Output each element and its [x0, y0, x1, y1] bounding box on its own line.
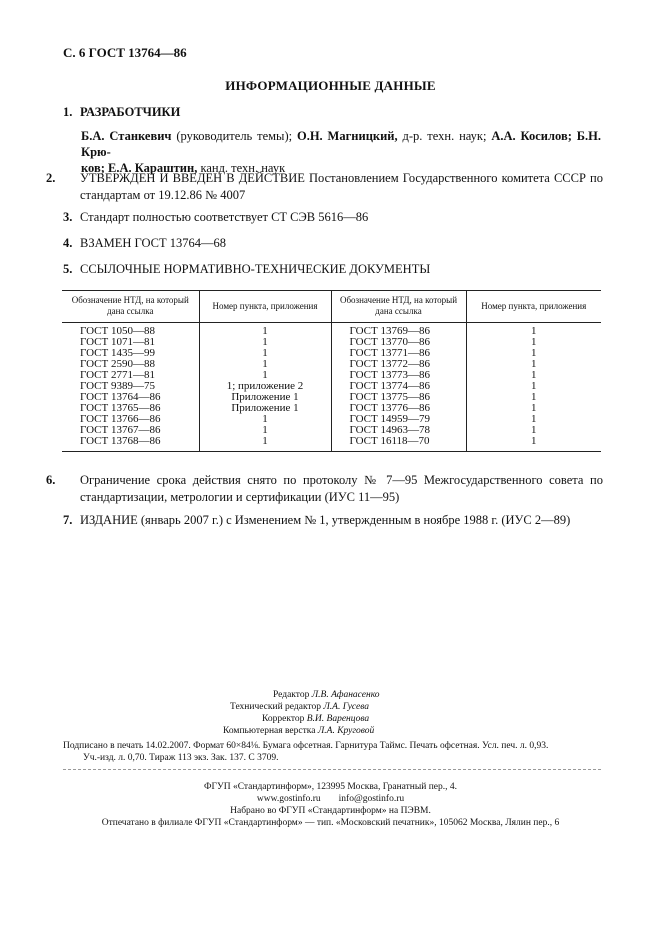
divider [63, 769, 601, 770]
page-title: ИНФОРМАЦИОННЫЕ ДАННЫЕ [225, 78, 436, 93]
section-number: 1. [63, 105, 73, 119]
clause-number: 1 [531, 402, 537, 414]
section-1-heading [63, 104, 603, 121]
clause-number: 1 [199, 348, 331, 359]
document-code: ГОСТ 13775—86 [331, 392, 466, 403]
clause-number: 1 [199, 414, 331, 425]
developer-name: Б.А. Станкевич [81, 129, 172, 143]
developers-text [81, 128, 601, 176]
section-7 [63, 512, 603, 529]
section-text: УТВЕРЖДЕН И ВВЕДЕН В ДЕЙСТВИЕ Постановлением Государственного комитета СССР по стандартам от 19.12.86 № 4007 [80, 171, 603, 202]
section-text: Стандарт полностью соответствует СТ СЭВ 5616—86 [80, 210, 369, 224]
clause-number: 1 [531, 358, 537, 370]
document-code: ГОСТ 13770—86 [331, 337, 466, 348]
table-row [62, 323, 601, 338]
table-header-row [62, 291, 601, 323]
clause-number: 1 [531, 336, 537, 348]
document-code: ГОСТ 1435—99 [62, 348, 199, 359]
credit-line [230, 701, 661, 713]
developer-name: ков; Е.А. Караштин, [81, 161, 198, 175]
page-header: С. 6 ГОСТ 13764—86 [63, 45, 187, 60]
document-code: ГОСТ 13771—86 [331, 348, 466, 359]
section-text: ССЫЛОЧНЫЕ НОРМАТИВНО-ТЕХНИЧЕСКИЕ ДОКУМЕНТЫ [80, 262, 431, 276]
column-header: Номер пункта, приложения [199, 291, 331, 323]
document-code: ГОСТ 14959—79 [331, 414, 466, 425]
clause-number: Приложение 1 [199, 403, 331, 414]
document-code: ГОСТ 1071—81 [62, 337, 199, 348]
column-header: Номер пункта, приложения [466, 291, 601, 323]
footer-line [0, 793, 661, 805]
section-text: ВЗАМЕН ГОСТ 13764—68 [80, 236, 226, 250]
clause-number: 1 [531, 369, 537, 381]
clause-number: Приложение 1 [199, 392, 331, 403]
section-text: Ограничение срока действия снято по протоколу № 7—95 Межгосударственного совета по стандартизации, метрологии и сертификации (ИУС 11—95) [80, 473, 603, 504]
credit-role: Компьютерная верстка [223, 726, 318, 736]
publishing-line: Уч.-изд. л. 0,70. Тираж 113 экз. Зак. 137. С 3709. [83, 753, 279, 763]
section-text: ИЗДАНИЕ (январь 2007 г.) с Изменением № 1, утвержденным в ноябре 1988 г. (ИУС 2—89) [80, 513, 571, 527]
document-code: ГОСТ 13773—86 [331, 370, 466, 381]
clause-number: 1 [199, 359, 331, 370]
clause-number: 1 [199, 370, 331, 381]
credit-role: Технический редактор [230, 702, 324, 712]
credit-name: Л.А. Круговой [317, 726, 375, 736]
credit-role: Редактор [273, 690, 312, 700]
column-header: Обозначение НТД, на который дана ссылка [62, 291, 199, 323]
section-number: 6. [46, 473, 56, 487]
publisher-footer [0, 781, 661, 829]
developer-name: О.Н. Магницкий, [296, 129, 398, 143]
section-2 [46, 170, 603, 204]
developer-role: (руководитель темы); [171, 129, 297, 143]
section-6 [46, 472, 603, 506]
document-code: ГОСТ 13764—86 [62, 392, 199, 403]
section-number: 5. [63, 262, 73, 276]
publishing-info [63, 740, 601, 764]
clause-number: 1 [199, 425, 331, 436]
section-number: 2. [46, 171, 56, 185]
clause-number: 1 [531, 413, 537, 425]
footer-line: Набрано во ФГУП «Стандартинформ» на ПЭВМ. [230, 806, 431, 816]
credit-line [273, 689, 661, 701]
clause-number: 1 [531, 380, 537, 392]
clause-number: 1 [466, 436, 601, 452]
clause-number: 1; приложение 2 [199, 381, 331, 392]
credit-name: Л.А. Гусева [323, 702, 370, 712]
credit-role: Корректор [262, 714, 307, 724]
document-code: ГОСТ 2590—88 [62, 359, 199, 370]
developer-role: канд. техн. наук [197, 161, 286, 175]
clause-number: 1 [531, 325, 537, 337]
footer-line: Отпечатано в филиале ФГУП «Стандартинформ» — тип. «Московский печатник», 105062 Москва, Лялин пер., 6 [101, 818, 560, 828]
section-number: 7. [63, 513, 73, 527]
table-row [62, 436, 601, 452]
document-code: ГОСТ 13768—86 [62, 436, 199, 452]
clause-number: 1 [531, 424, 537, 436]
document-code: ГОСТ 13765—86 [62, 403, 199, 414]
document-code: ГОСТ 13772—86 [331, 359, 466, 370]
document-code: ГОСТ 9389—75 [62, 381, 199, 392]
section-number: 3. [63, 210, 73, 224]
editorial-credits [0, 689, 661, 737]
document-code: ГОСТ 1050—88 [62, 323, 199, 338]
document-code: ГОСТ 13767—86 [62, 425, 199, 436]
clause-number: 1 [531, 391, 537, 403]
footer-line: ФГУП «Стандартинформ», 123995 Москва, Гранатный пер., 4. [203, 782, 458, 792]
section-4 [63, 235, 603, 252]
document-code: ГОСТ 16118—70 [331, 436, 466, 452]
credit-line [223, 725, 661, 737]
credit-name: Л.В. Афанасенко [311, 690, 380, 700]
section-3 [63, 209, 603, 226]
clause-number: 1 [199, 323, 331, 338]
clause-number: 1 [531, 347, 537, 359]
publishing-line: Подписано в печать 14.02.2007. Формат 60×84⅛. Бумага офсетная. Гарнитура Таймс. Печать офсетная. Усл. печ. л. 0,93. [63, 741, 549, 751]
clause-number: 1 [199, 436, 331, 452]
developer-name: А.А. Косилов; Б.Н. Крю- [81, 129, 601, 159]
credit-line [262, 713, 661, 725]
section-number: 4. [63, 236, 73, 250]
email-link[interactable]: info@gostinfo.ru [338, 794, 405, 804]
website-link[interactable]: www.gostinfo.ru [256, 794, 321, 804]
document-code: ГОСТ 14963—78 [331, 425, 466, 436]
document-code: ГОСТ 13774—86 [331, 381, 466, 392]
clause-number: 1 [199, 337, 331, 348]
credit-name: В.И. Варенцова [306, 714, 370, 724]
document-code: ГОСТ 13776—86 [331, 403, 466, 414]
document-code: ГОСТ 13769—86 [331, 323, 466, 338]
document-code: ГОСТ 13766—86 [62, 414, 199, 425]
document-code: ГОСТ 2771—81 [62, 370, 199, 381]
section-heading: РАЗРАБОТЧИКИ [80, 105, 181, 119]
column-header: Обозначение НТД, на который дана ссылка [331, 291, 466, 323]
developer-role: д-р. техн. наук; [397, 129, 492, 143]
section-5 [63, 261, 603, 278]
reference-documents-table [62, 290, 601, 452]
